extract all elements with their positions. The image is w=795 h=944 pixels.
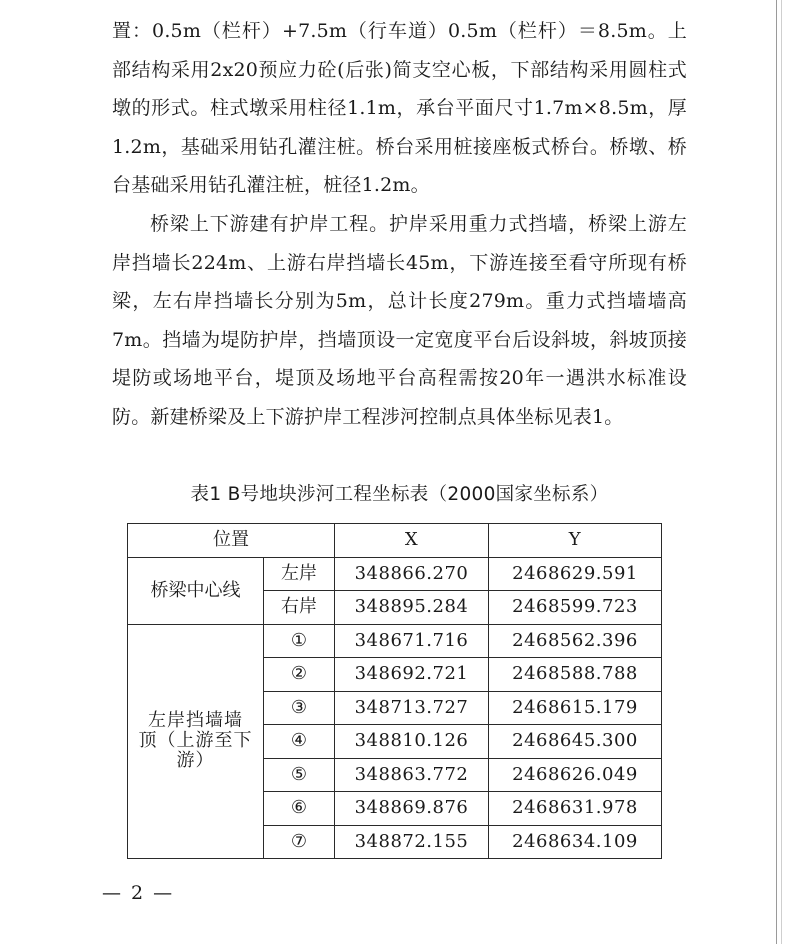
row-sub-label: ①: [264, 624, 335, 658]
body-text: [112, 12, 687, 437]
table-row: [128, 624, 662, 658]
x-value: 348713.727: [335, 691, 489, 725]
y-value: 2468588.788: [489, 658, 662, 692]
page-edge-line-outer: [781, 0, 782, 944]
row-sub-label: ⑥: [264, 792, 335, 826]
paragraph-structure: 置：0.5m（栏杆）+7.5m（行车道）0.5m（栏杆）＝8.5m。上部结构采用2x20预应力砼(后张)简支空心板，下部结构采用圆柱式墩的形式。柱式墩采用柱径1.1m，承台平面尺寸1.7m×8.5m，厚1.2m，基础采用钻孔灌注桩。桥台采用桩接座板式桥台。桥墩、桥台基础采用钻孔灌注桩，桩径1.2m。: [112, 20, 687, 197]
x-value: 348895.284: [335, 591, 489, 625]
table-row: [128, 557, 662, 591]
row-sub-label: ②: [264, 658, 335, 692]
wall-label-line: 游）: [176, 750, 215, 772]
row-sub-label: 左岸: [264, 557, 335, 591]
header-position: 位置: [128, 524, 335, 558]
row-sub-label: ④: [264, 725, 335, 759]
header-x: X: [335, 524, 489, 558]
y-value: 2468562.396: [489, 624, 662, 658]
x-value: 348863.772: [335, 758, 489, 792]
y-value: 2468615.179: [489, 691, 662, 725]
x-value: 348866.270: [335, 557, 489, 591]
x-value: 348869.876: [335, 792, 489, 826]
table-caption: 表1 B号地块涉河工程坐标表（2000国家坐标系）: [190, 484, 609, 505]
wall-label-line: 顶（上游至下: [138, 730, 253, 752]
x-value: 348692.721: [335, 658, 489, 692]
y-value: 2468599.723: [489, 591, 662, 625]
y-value: 2468634.109: [489, 825, 662, 859]
row-sub-label: ⑤: [264, 758, 335, 792]
x-value: 348671.716: [335, 624, 489, 658]
page-number: — 2 —: [102, 882, 175, 904]
row-sub-label: 右岸: [264, 591, 335, 625]
bridge-centerline-label: 桥梁中心线: [128, 557, 264, 624]
table-header-row: [128, 524, 662, 558]
header-y: Y: [489, 524, 662, 558]
y-value: 2468626.049: [489, 758, 662, 792]
page-edge-line: [776, 0, 777, 944]
x-value: 348872.155: [335, 825, 489, 859]
coordinate-table: [127, 523, 662, 859]
row-sub-label: ⑦: [264, 825, 335, 859]
x-value: 348810.126: [335, 725, 489, 759]
paragraph-revetment: 桥梁上下游建有护岸工程。护岸采用重力式挡墙，桥梁上游左岸挡墙长224m、上游右岸挡墙长45m，下游连接至看守所现有桥梁，左右岸挡墙长分别为5m，总计长度279m。重力式挡墙墙高7m。挡墙为堤防护岸，挡墙顶设一定宽度平台后设斜坡，斜坡顶接堤防或场地平台，堤顶及场地平台高程需按20年一遇洪水标准设防。新建桥梁及上下游护岸工程涉河控制点具体坐标见表1。: [112, 212, 687, 428]
left-wall-top-label: [128, 624, 264, 859]
y-value: 2468645.300: [489, 725, 662, 759]
y-value: 2468629.591: [489, 557, 662, 591]
y-value: 2468631.978: [489, 792, 662, 826]
row-sub-label: ③: [264, 691, 335, 725]
wall-label-line: 左岸挡墙墙: [148, 710, 243, 732]
